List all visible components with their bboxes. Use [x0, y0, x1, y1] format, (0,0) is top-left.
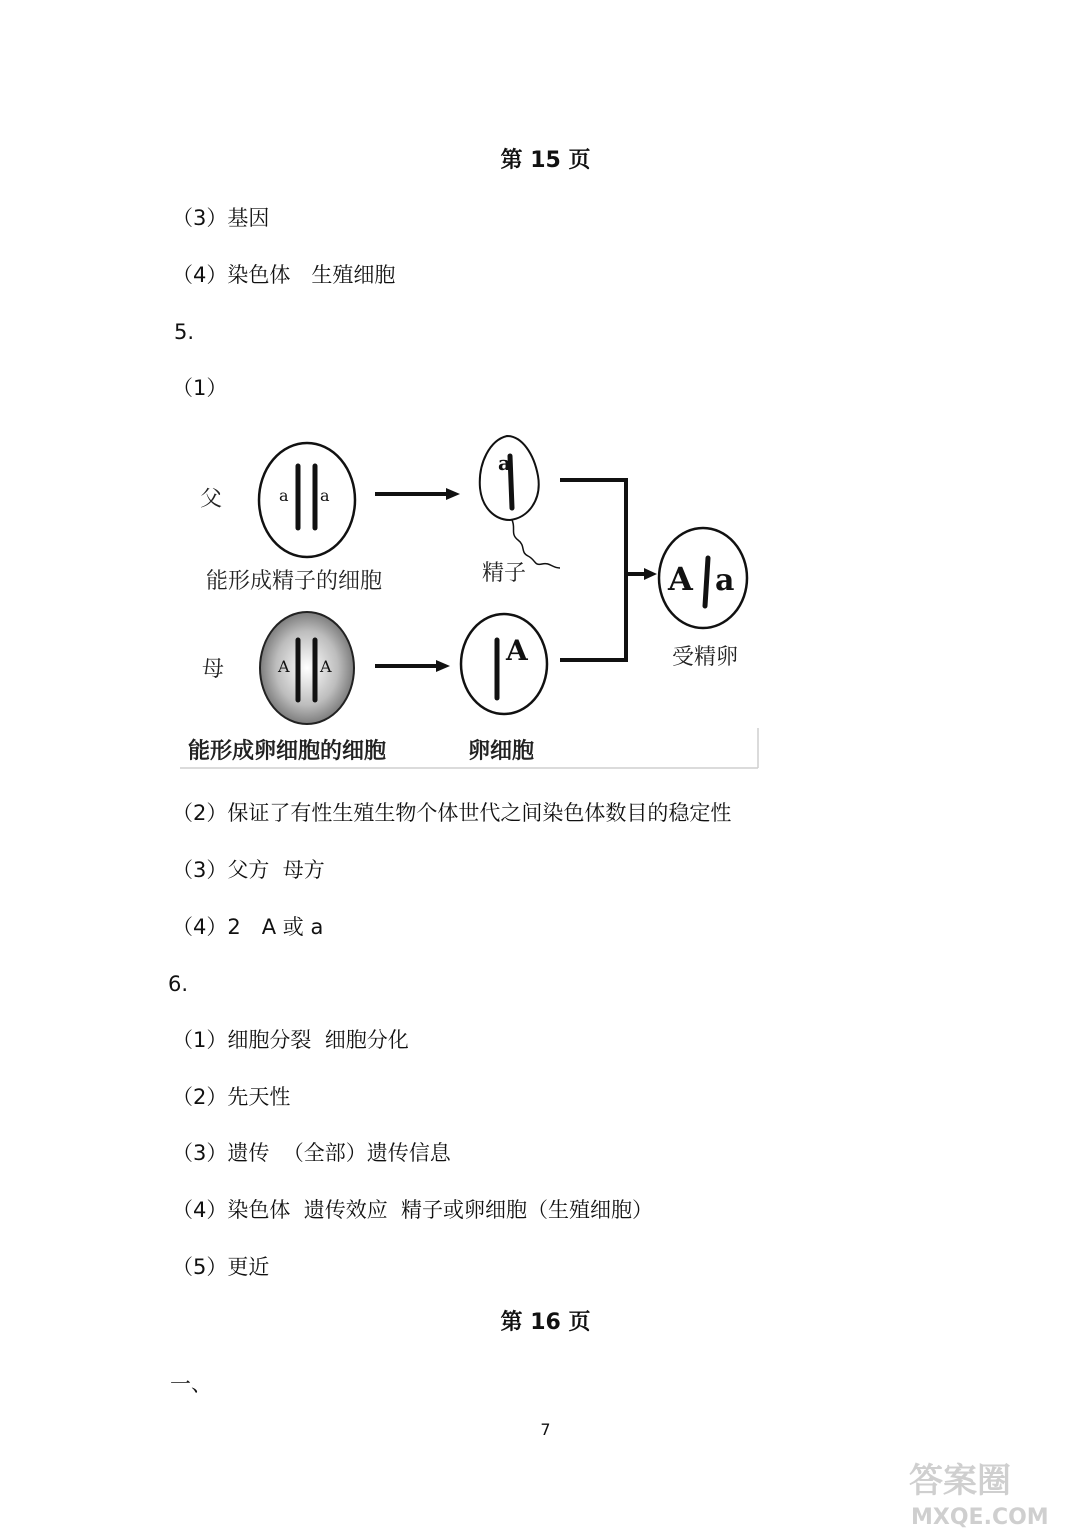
father-label: 父 — [200, 487, 223, 512]
answer-line: （4）染色体 遗传效应 精子或卵细胞（生殖细胞） — [172, 1198, 654, 1222]
section-number: 一、 — [170, 1372, 212, 1396]
answer-line: （1） — [172, 376, 228, 400]
gene-label: A — [320, 657, 332, 676]
egg-caption: 卵细胞 — [468, 738, 535, 764]
sperm-caption: 精子 — [482, 561, 527, 586]
arrow-head — [644, 568, 657, 580]
answer-line: （5）更近 — [172, 1255, 270, 1279]
answer-line: （3）遗传 （全部）遗传信息 — [172, 1141, 451, 1165]
egg-cell — [461, 614, 547, 714]
arrow-head — [436, 660, 450, 672]
mother-cell-caption: 能形成卵细胞的细胞 — [188, 738, 387, 764]
watermark-logo — [903, 1452, 1083, 1532]
gene-label: a — [320, 486, 330, 505]
answer-line: （4）2 A 或 a — [172, 915, 324, 939]
father-cell — [259, 443, 355, 557]
gene-label: A — [278, 657, 290, 676]
gene-label: a — [279, 486, 289, 505]
arrow-head — [446, 488, 460, 500]
page-16-heading: 第 16 页 — [500, 1310, 591, 1335]
answer-line: （4）染色体 生殖细胞 — [172, 263, 396, 287]
mother-cell — [260, 612, 354, 724]
watermark-text: 答案圈 — [909, 1461, 1011, 1501]
answer-line: （2）保证了有性生殖生物个体世代之间染色体数目的稳定性 — [172, 801, 732, 825]
connector — [560, 480, 626, 660]
watermark-url: MXQE.COM — [911, 1505, 1049, 1530]
answer-line: （3）父方 母方 — [172, 858, 325, 882]
answer-line: （1）细胞分裂 细胞分化 — [172, 1028, 409, 1052]
question-number: 6. — [168, 972, 189, 996]
zygote-caption: 受精卵 — [672, 645, 739, 670]
answer-line: （2）先天性 — [172, 1085, 291, 1109]
gene-label: A — [506, 634, 528, 667]
chromosome — [705, 558, 708, 606]
father-cell-caption: 能形成精子的细胞 — [206, 569, 383, 594]
gene-label: a — [715, 563, 735, 598]
gene-label: A — [668, 560, 693, 598]
gene-label: a — [498, 451, 511, 475]
page-number: 7 — [540, 1420, 551, 1439]
fertilization-diagram — [160, 428, 770, 778]
page-15-heading: 第 15 页 — [500, 148, 591, 173]
mother-label: 母 — [202, 657, 225, 682]
answer-line: （3）基因 — [172, 206, 270, 230]
question-number: 5. — [174, 320, 195, 344]
